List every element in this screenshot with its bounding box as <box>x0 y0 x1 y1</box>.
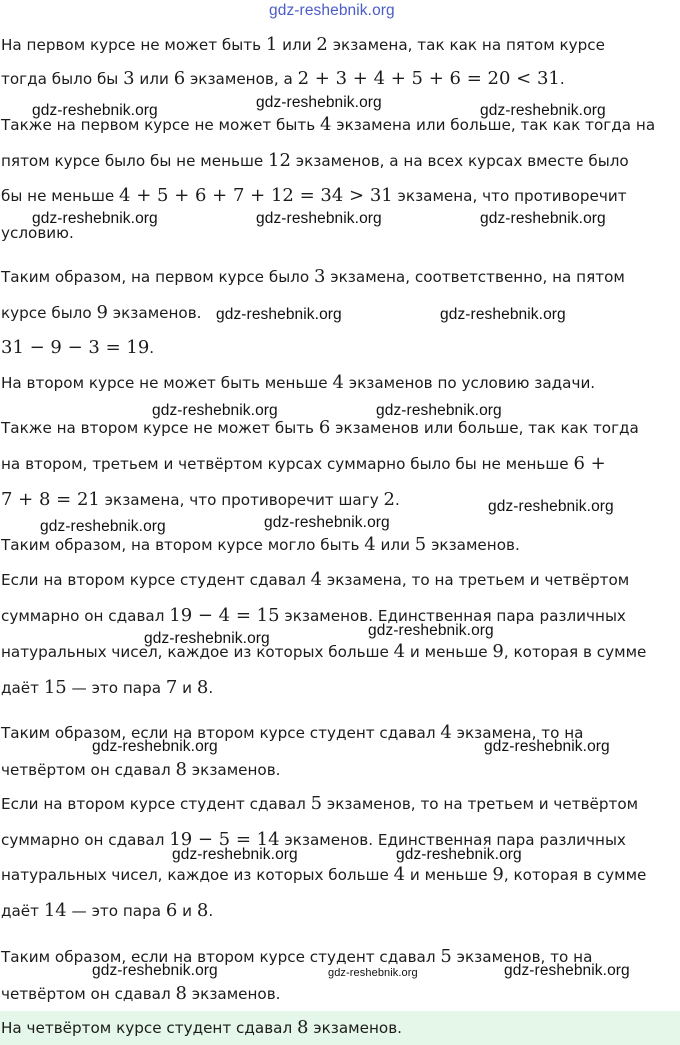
text-segment: экзаменов, а на всех курсах вместе было <box>290 152 629 170</box>
watermark: gdz-reshebnik.org <box>264 514 390 531</box>
text-segment: Если на втором курсе студент сдавал <box>1 571 311 589</box>
watermark: gdz-reshebnik.org <box>40 518 166 535</box>
text-segment: на втором, третьем и четвёртом курсах суммарно было бы не меньше <box>1 455 574 473</box>
math-expression: 8 <box>196 900 209 921</box>
watermark: gdz-reshebnik.org <box>152 402 278 419</box>
text-segment: экзаменов, а <box>185 70 298 88</box>
watermark: gdz-reshebnik.org <box>396 846 522 863</box>
watermark: gdz-reshebnik.org <box>144 630 270 647</box>
text-segment: На втором курсе не может быть меньше <box>1 374 333 392</box>
math-expression: 5 <box>414 534 427 555</box>
text-segment: . <box>208 902 214 920</box>
math-expression: 12 <box>268 150 291 171</box>
text-line <box>1 793 638 815</box>
math-expression: 15 <box>43 677 67 698</box>
text-segment: На четвёртом курсе студент сдавал <box>1 1019 297 1037</box>
math-expression: 7 + 8 = 21 <box>1 489 100 510</box>
watermark: gdz-reshebnik.org <box>488 498 614 515</box>
text-segment: экзаменов. <box>426 536 520 554</box>
text-segment: , которая в сумме <box>503 643 647 661</box>
text-segment: экзаменов. <box>186 761 281 779</box>
watermark: gdz-reshebnik.org <box>484 738 610 755</box>
watermark: gdz-reshebnik.org <box>504 962 630 979</box>
math-expression: 3 <box>314 266 326 287</box>
text-line <box>1 417 639 439</box>
math-expression: 5 <box>440 946 452 967</box>
math-expression: 9 <box>96 302 108 323</box>
text-segment: натуральных чисел, каждое из которых больше <box>1 866 394 884</box>
math-expression: 2 <box>383 489 395 510</box>
text-segment: даёт <box>1 679 44 697</box>
text-line <box>1 534 520 556</box>
text-segment: бы не меньше <box>1 187 120 205</box>
math-expression: 8 <box>297 1017 309 1038</box>
text-line <box>1 641 646 663</box>
text-line <box>1 489 400 511</box>
text-line <box>1 150 629 172</box>
math-expression: 5 <box>310 793 323 814</box>
watermark: gdz-reshebnik.org <box>480 102 606 119</box>
watermark: gdz-reshebnik.org <box>32 102 158 119</box>
text-line <box>1 337 154 359</box>
text-segment: натуральных чисел, каждое из которых больше <box>1 643 394 661</box>
text-segment: или <box>375 536 415 554</box>
text-line <box>1 302 202 324</box>
text-segment: и <box>177 902 197 920</box>
text-segment: . <box>395 491 400 509</box>
text-segment: суммарно он сдавал <box>1 607 170 625</box>
text-segment: Таким образом, если на втором курсе студент сдавал <box>1 724 441 742</box>
math-expression: 4 <box>319 114 332 135</box>
text-segment: экзамена, соответственно, на пятом <box>325 268 625 286</box>
math-expression: 7 <box>165 677 178 698</box>
math-expression: 4 <box>332 372 344 393</box>
text-segment: экзаменов. Единственная пара различных <box>279 831 626 849</box>
text-segment: экзаменов, то на третьем и четвёртом <box>322 795 639 813</box>
watermark: gdz-reshebnik.org <box>256 210 382 227</box>
math-expression: 4 <box>393 641 406 662</box>
text-segment: или <box>134 70 174 88</box>
text-segment: Если на втором курсе студент сдавал <box>1 795 311 813</box>
text-line <box>1 266 625 288</box>
text-segment: и меньше <box>405 643 493 661</box>
text-segment: четвёртом он сдавал <box>1 985 176 1003</box>
watermark: gdz-reshebnik.org <box>172 846 298 863</box>
text-line <box>1 677 213 699</box>
text-line <box>1 34 605 56</box>
text-segment: экзамена, что противоречит шагу <box>99 491 384 509</box>
watermark: gdz-reshebnik.org <box>269 2 395 19</box>
text-segment: . <box>208 679 214 697</box>
math-expression: 8 <box>175 983 187 1004</box>
text-segment: Таким образом, если на втором курсе студент сдавал <box>1 948 441 966</box>
math-expression: 14 <box>43 900 67 921</box>
text-segment: — это пара <box>66 679 166 697</box>
text-segment: тогда было бы <box>1 70 124 88</box>
text-line <box>1 983 281 1005</box>
text-segment: и меньше <box>405 866 493 884</box>
math-expression: 8 <box>196 677 209 698</box>
math-expression: 9 <box>492 864 504 885</box>
math-expression: 31 − 9 − 3 = 19 <box>1 337 150 358</box>
text-segment: экзамена или больше, так как тогда на <box>331 116 656 134</box>
text-segment: Таким образом, на втором курсе могло быть <box>1 536 365 554</box>
math-expression: 4 <box>364 534 376 555</box>
text-segment: экзаменов по условию задачи. <box>343 374 596 392</box>
text-line <box>1 605 626 627</box>
text-segment: курсе было <box>1 304 97 322</box>
text-segment: экзаменов. <box>186 985 281 1003</box>
text-line <box>1 864 646 886</box>
text-segment: На первом курсе не может быть <box>1 36 266 54</box>
text-segment: экзамена, то на <box>451 724 584 742</box>
math-expression: 19 − 5 = 14 <box>169 829 280 850</box>
math-expression: 4 <box>393 864 406 885</box>
math-expression: 4 + 5 + 6 + 7 + 12 = 34 > 31 <box>119 185 393 206</box>
math-expression: 6 + <box>573 453 606 474</box>
text-segment: экзаменов. Единственная пара различных <box>279 607 626 625</box>
watermark: gdz-reshebnik.org <box>328 967 418 979</box>
math-expression: 6 <box>173 68 186 89</box>
text-segment: Также на первом курсе не может быть <box>1 116 320 134</box>
math-expression: 6 <box>165 900 178 921</box>
text-segment: экзамена, так как на пятом курсе <box>327 36 605 54</box>
text-segment: экзаменов, то на <box>451 948 593 966</box>
math-expression: 6 <box>318 417 331 438</box>
watermark: gdz-reshebnik.org <box>480 210 606 227</box>
text-segment: — это пара <box>66 902 166 920</box>
math-expression: 2 + 3 + 4 + 5 + 6 = 20 < 31 <box>297 68 560 89</box>
text-segment: пятом курсе было бы не меньше <box>1 152 269 170</box>
text-segment: Также на втором курсе не может быть <box>1 419 319 437</box>
text-segment: экзаменов. <box>107 304 202 322</box>
watermark: gdz-reshebnik.org <box>92 738 218 755</box>
text-segment: и <box>177 679 197 697</box>
text-segment: . <box>559 70 565 88</box>
text-line <box>1 900 213 922</box>
text-line <box>1 68 565 90</box>
text-line <box>1 759 281 781</box>
math-expression: 1 <box>265 34 278 55</box>
text-segment: экзаменов или больше, так как тогда <box>330 419 639 437</box>
watermark: gdz-reshebnik.org <box>216 306 342 323</box>
watermark: gdz-reshebnik.org <box>92 962 218 979</box>
text-segment: Таким образом, на первом курсе было <box>1 268 315 286</box>
math-expression: 19 − 4 = 15 <box>169 605 280 626</box>
text-segment: экзаменов. <box>308 1019 402 1037</box>
text-line <box>1 453 606 475</box>
watermark: gdz-reshebnik.org <box>376 402 502 419</box>
text-line <box>1 372 595 394</box>
text-line <box>1 185 627 207</box>
text-segment: . <box>149 339 155 357</box>
text-segment: даёт <box>1 902 44 920</box>
watermark: gdz-reshebnik.org <box>256 94 382 111</box>
text-segment: , которая в сумме <box>503 866 647 884</box>
final-answer-line <box>1 1017 402 1039</box>
text-segment: экзамена, что противоречит <box>392 187 627 205</box>
text-segment: суммарно он сдавал <box>1 831 170 849</box>
watermark: gdz-reshebnik.org <box>368 622 494 639</box>
math-expression: 2 <box>316 34 328 55</box>
math-expression: 8 <box>175 759 187 780</box>
text-segment: экзамена, то на третьем и четвёртом <box>322 571 630 589</box>
math-expression: 4 <box>310 569 323 590</box>
text-line <box>1 829 626 851</box>
text-segment: четвёртом он сдавал <box>1 761 176 779</box>
math-expression: 9 <box>492 641 504 662</box>
math-expression: 3 <box>123 68 135 89</box>
watermark: gdz-reshebnik.org <box>32 210 158 227</box>
math-expression: 4 <box>440 722 452 743</box>
text-segment: или <box>277 36 317 54</box>
text-line <box>1 569 629 591</box>
text-segment: условию. <box>1 224 74 242</box>
watermark: gdz-reshebnik.org <box>440 306 566 323</box>
